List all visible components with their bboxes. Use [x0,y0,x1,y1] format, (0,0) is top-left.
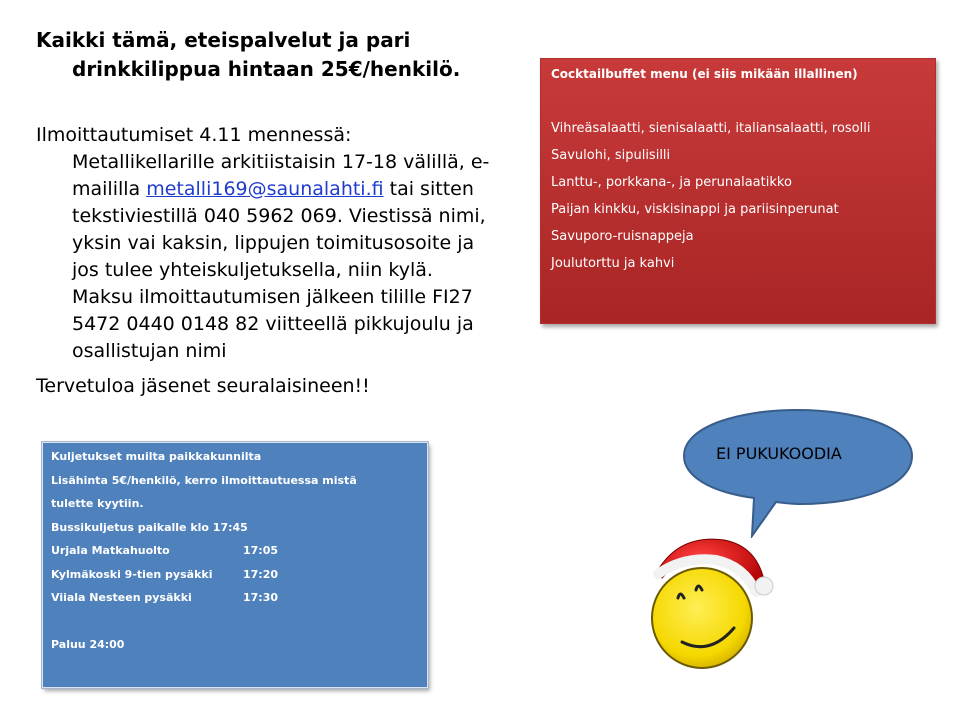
registration-email-line [36,176,526,203]
email-prefix: maililla [72,178,147,200]
menu-item: Joulutorttu ja kahvi [551,256,675,271]
heading [36,26,516,84]
transport-note: tulette kyytiin. [51,497,144,510]
stop-name: Viiala Nesteen pysäkki [51,591,192,604]
menu-item: Savuporo-ruisnappeja [551,229,694,244]
menu-item: Vihreäsalaatti, sienisalaatti, italiansalaatti, rosolli [551,121,871,136]
menu-items [551,119,870,281]
menu-item: Paijan kinkku, viskisinappi ja pariisinperunat [551,202,839,217]
welcome-text: Tervetuloa jäsenet seuralaisineen!! [36,375,370,397]
registration-line: yksin vai kaksin, lippujen toimitusosoite ja [72,232,475,254]
registration-line: tekstiviestillä 040 5962 069. Viestissä nimi, [72,205,486,227]
payment-line: 5472 0440 0148 82 viitteellä pikkujoulu ja [72,313,474,335]
spacer-row [51,614,419,638]
stop-name: Urjala Matkahuolto [51,544,170,557]
stop-name: Kylmäkoski 9-tien pysäkki [51,567,213,581]
stop-time: 17:20 [243,567,279,581]
stop-time: 17:05 [243,544,279,557]
stop-row [51,590,419,614]
menu-box [540,58,936,324]
santa-smiley-icon [640,530,780,680]
speech-bubble [680,408,920,538]
payment-line: osallistujan nimi [72,340,227,362]
menu-title: Cocktailbuffet menu (ei siis mikään illallinen) [551,67,858,81]
registration-line: jos tulee yhteiskuljetuksella, niin kylä. [72,259,433,281]
email-link[interactable]: metalli169@saunalahti.fi [146,178,384,200]
registration-info [36,122,526,365]
stop-row [51,543,419,567]
menu-item: Savulohi, sipulisilli [551,148,671,163]
heading-line-2: drinkkilippua hintaan 25€/henkilö. [72,57,461,81]
payment-line: Maksu ilmoittautumisen jälkeen tilille FI27 [72,286,473,308]
registration-line: Metallikellarille arkitiistaisin 17-18 välillä, e- [72,151,490,173]
return-time: Paluu 24:00 [51,638,125,651]
transport-box [42,442,428,688]
heading-line-1: Kaikki tämä, eteispalvelut ja pari [36,28,411,52]
transport-price: Lisähinta 5€/henkilö, kerro ilmoittautuessa mistä [51,473,357,487]
stop-row [51,567,419,591]
stop-time: 17:30 [243,591,279,604]
email-suffix: tai sitten [383,178,474,200]
menu-item: Lanttu-, porkkana-, ja perunalaatikko [551,175,792,190]
registration-deadline: Ilmoittautumiset 4.11 mennessä: [36,124,352,146]
transport-title: Kuljetukset muilta paikkakunnilta [51,450,262,463]
bubble-text: EI PUKUKOODIA [716,444,842,463]
bus-departure: Bussikuljetus paikalle klo 17:45 [51,520,248,534]
